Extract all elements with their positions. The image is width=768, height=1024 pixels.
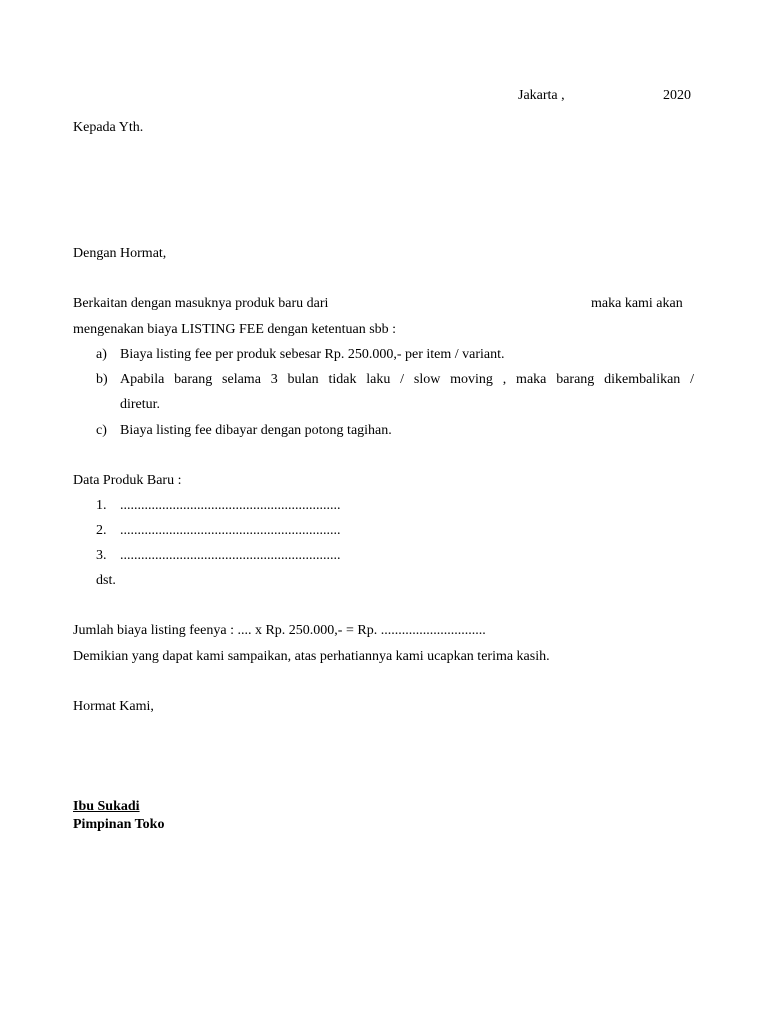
term-text: Apabila barang selama 3 bulan tidak laku / slow moving , maka barang dikembalikan / [120,372,694,387]
term-marker: b) [96,372,108,387]
product-marker: 2. [96,523,107,538]
sign-off: Hormat Kami, [73,699,154,714]
product-placeholder: ............................................................... [120,523,341,538]
products-etc: dst. [96,573,116,588]
products-heading: Data Produk Baru : [73,473,182,488]
product-marker: 1. [96,498,107,513]
term-marker: c) [96,423,107,438]
signer-title: Pimpinan Toko [73,817,165,832]
term-text-continuation: diretur. [120,397,161,412]
product-placeholder: ............................................................... [120,498,341,513]
term-marker: a) [96,347,107,362]
recipient-line: Kepada Yth. [73,120,144,135]
letter-year: 2020 [663,88,691,103]
product-marker: 3. [96,548,107,563]
product-placeholder: ............................................................... [120,548,341,563]
term-text: Biaya listing fee per produk sebesar Rp. 250.000,- per item / variant. [120,347,505,362]
total-line: Jumlah biaya listing feenya : .... x Rp. 250.000,- = Rp. .............................. [73,623,486,638]
letter-place: Jakarta , [518,88,565,103]
greeting: Dengan Hormat, [73,246,167,261]
term-text: Biaya listing fee dibayar dengan potong tagihan. [120,423,392,438]
closing-line: Demikian yang dapat kami sampaikan, atas perhatiannya kami ucapkan terima kasih. [73,649,550,664]
intro-text-part1: Berkaitan dengan masuknya produk baru dari [73,296,329,311]
intro-text-line2: mengenakan biaya LISTING FEE dengan ketentuan sbb : [73,322,397,337]
intro-text-part2: maka kami akan [591,296,683,311]
signer-name: Ibu Sukadi [73,799,140,814]
